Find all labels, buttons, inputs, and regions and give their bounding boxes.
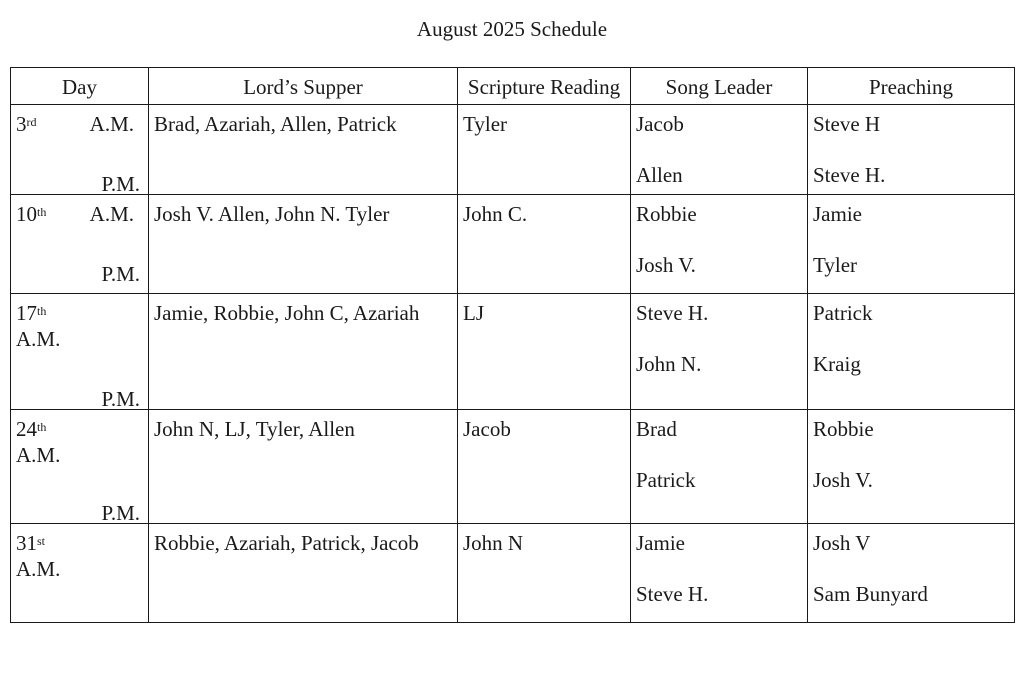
table-row: [11, 105, 1015, 195]
am-label: A.M.: [89, 112, 134, 136]
preaching-cell: [808, 524, 1015, 623]
song-leader-cell: [631, 105, 808, 195]
day-number: 17: [16, 301, 37, 325]
header-preaching: Preaching: [808, 68, 1015, 105]
day-suffix: th: [37, 304, 47, 318]
song-leader-am: Brad: [636, 417, 677, 441]
day-number: 10: [16, 202, 37, 226]
song-leader-pm: John N.: [636, 352, 702, 376]
pm-label: P.M.: [101, 261, 140, 286]
day-cell: [11, 105, 149, 195]
preaching-cell: [808, 410, 1015, 524]
song-leader-am: Jacob: [636, 112, 684, 136]
preaching-cell: [808, 105, 1015, 195]
preacher-am: Jamie: [813, 202, 862, 226]
song-leader-cell: [631, 195, 808, 294]
song-leader-pm: Allen: [636, 163, 683, 187]
day-suffix: th: [37, 205, 47, 219]
pm-label: P.M.: [101, 500, 140, 525]
am-label: A.M.: [16, 326, 61, 351]
day-suffix: rd: [26, 115, 37, 129]
preaching-cell: [808, 294, 1015, 410]
header-song-leader: Song Leader: [631, 68, 808, 105]
song-leader-pm: Steve H.: [636, 582, 709, 606]
schedule-table: [10, 67, 1015, 623]
preacher-am: Steve H: [813, 112, 881, 136]
preacher-pm: Tyler: [813, 253, 858, 277]
lords-supper-cell: Jamie, Robbie, John C, Azariah: [149, 294, 458, 410]
scripture-cell: Jacob: [458, 410, 631, 524]
header-row: [11, 68, 1015, 105]
pm-label: P.M.: [101, 386, 140, 411]
song-leader-cell: [631, 294, 808, 410]
preacher-pm: Sam Bunyard: [813, 582, 928, 606]
preaching-cell: [808, 195, 1015, 294]
song-leader-am: Robbie: [636, 202, 697, 226]
am-label: A.M.: [89, 202, 134, 226]
day-number: 3: [16, 112, 27, 136]
table-row: [11, 195, 1015, 294]
song-leader-am: Jamie: [636, 531, 685, 555]
header-scripture-reading: Scripture Reading: [458, 68, 631, 105]
lords-supper-cell: Josh V. Allen, John N. Tyler: [149, 195, 458, 294]
am-label: A.M.: [16, 442, 61, 467]
song-leader-pm: Josh V.: [636, 253, 696, 277]
header-lords-supper: Lord’s Supper: [149, 68, 458, 105]
scripture-cell: John N: [458, 524, 631, 623]
am-label: A.M.: [16, 556, 61, 581]
song-leader-am: Steve H.: [636, 301, 709, 325]
preacher-pm: Josh V.: [813, 468, 873, 492]
day-cell: [11, 294, 149, 410]
day-number: 24: [16, 417, 37, 441]
table-row: [11, 294, 1015, 410]
song-leader-cell: [631, 524, 808, 623]
table-row: [11, 410, 1015, 524]
day-suffix: th: [37, 420, 47, 434]
table-row: [11, 524, 1015, 623]
day-number: 31: [16, 531, 37, 555]
preacher-am: Robbie: [813, 417, 874, 441]
lords-supper-cell: Robbie, Azariah, Patrick, Jacob: [149, 524, 458, 623]
day-cell: [11, 410, 149, 524]
scripture-cell: Tyler: [458, 105, 631, 195]
preacher-pm: Kraig: [813, 352, 861, 376]
song-leader-cell: [631, 410, 808, 524]
day-suffix: st: [37, 534, 46, 548]
scripture-cell: LJ: [458, 294, 631, 410]
scripture-cell: John C.: [458, 195, 631, 294]
lords-supper-cell: Brad, Azariah, Allen, Patrick: [149, 105, 458, 195]
day-cell: [11, 524, 149, 623]
pm-label: P.M.: [101, 171, 140, 196]
preacher-am: Josh V: [813, 531, 871, 555]
page-title: August 2025 Schedule: [416, 17, 608, 41]
day-cell: [11, 195, 149, 294]
preacher-am: Patrick: [813, 301, 873, 325]
header-day: Day: [11, 68, 149, 105]
lords-supper-cell: John N, LJ, Tyler, Allen: [149, 410, 458, 524]
preacher-pm: Steve H.: [813, 163, 886, 187]
song-leader-pm: Patrick: [636, 468, 696, 492]
